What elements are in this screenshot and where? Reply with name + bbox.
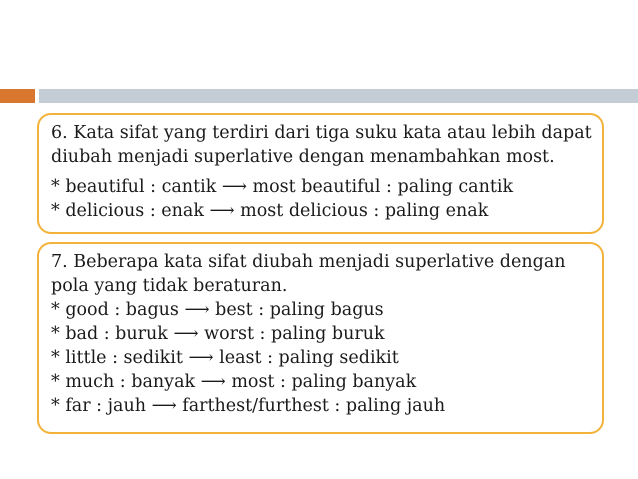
- header-divider-bar: [39, 89, 638, 103]
- rule-7-heading-line-2: pola yang tidak beraturan.: [51, 276, 288, 296]
- rule-6-heading-line-2: diubah menjadi superlative dengan menambahkan most.: [51, 147, 555, 167]
- rule-7-example-far: * far : jauh ⟶ farthest/furthest : paling jauh: [51, 396, 446, 416]
- rule-6-card: [37, 113, 604, 234]
- rule-6-heading-line-1: 6. Kata sifat yang terdiri dari tiga suku kata atau lebih dapat: [51, 123, 592, 143]
- accent-bar: [0, 89, 35, 103]
- rule-7-example-little: * little : sedikit ⟶ least : paling sedikit: [51, 348, 399, 368]
- rule-7-example-bad: * bad : buruk ⟶ worst : paling buruk: [51, 324, 385, 344]
- rule-7-heading-line-1: 7. Beberapa kata sifat diubah menjadi superlative dengan: [51, 252, 566, 272]
- rule-6-example-beautiful: * beautiful : cantik ⟶ most beautiful : paling cantik: [51, 177, 514, 197]
- rule-7-example-much: * much : banyak ⟶ most : paling banyak: [51, 372, 417, 392]
- rule-6-example-delicious: * delicious : enak ⟶ most delicious : paling enak: [51, 201, 489, 221]
- rule-7-card: [37, 242, 604, 434]
- rule-7-example-good: * good : bagus ⟶ best : paling bagus: [51, 300, 384, 320]
